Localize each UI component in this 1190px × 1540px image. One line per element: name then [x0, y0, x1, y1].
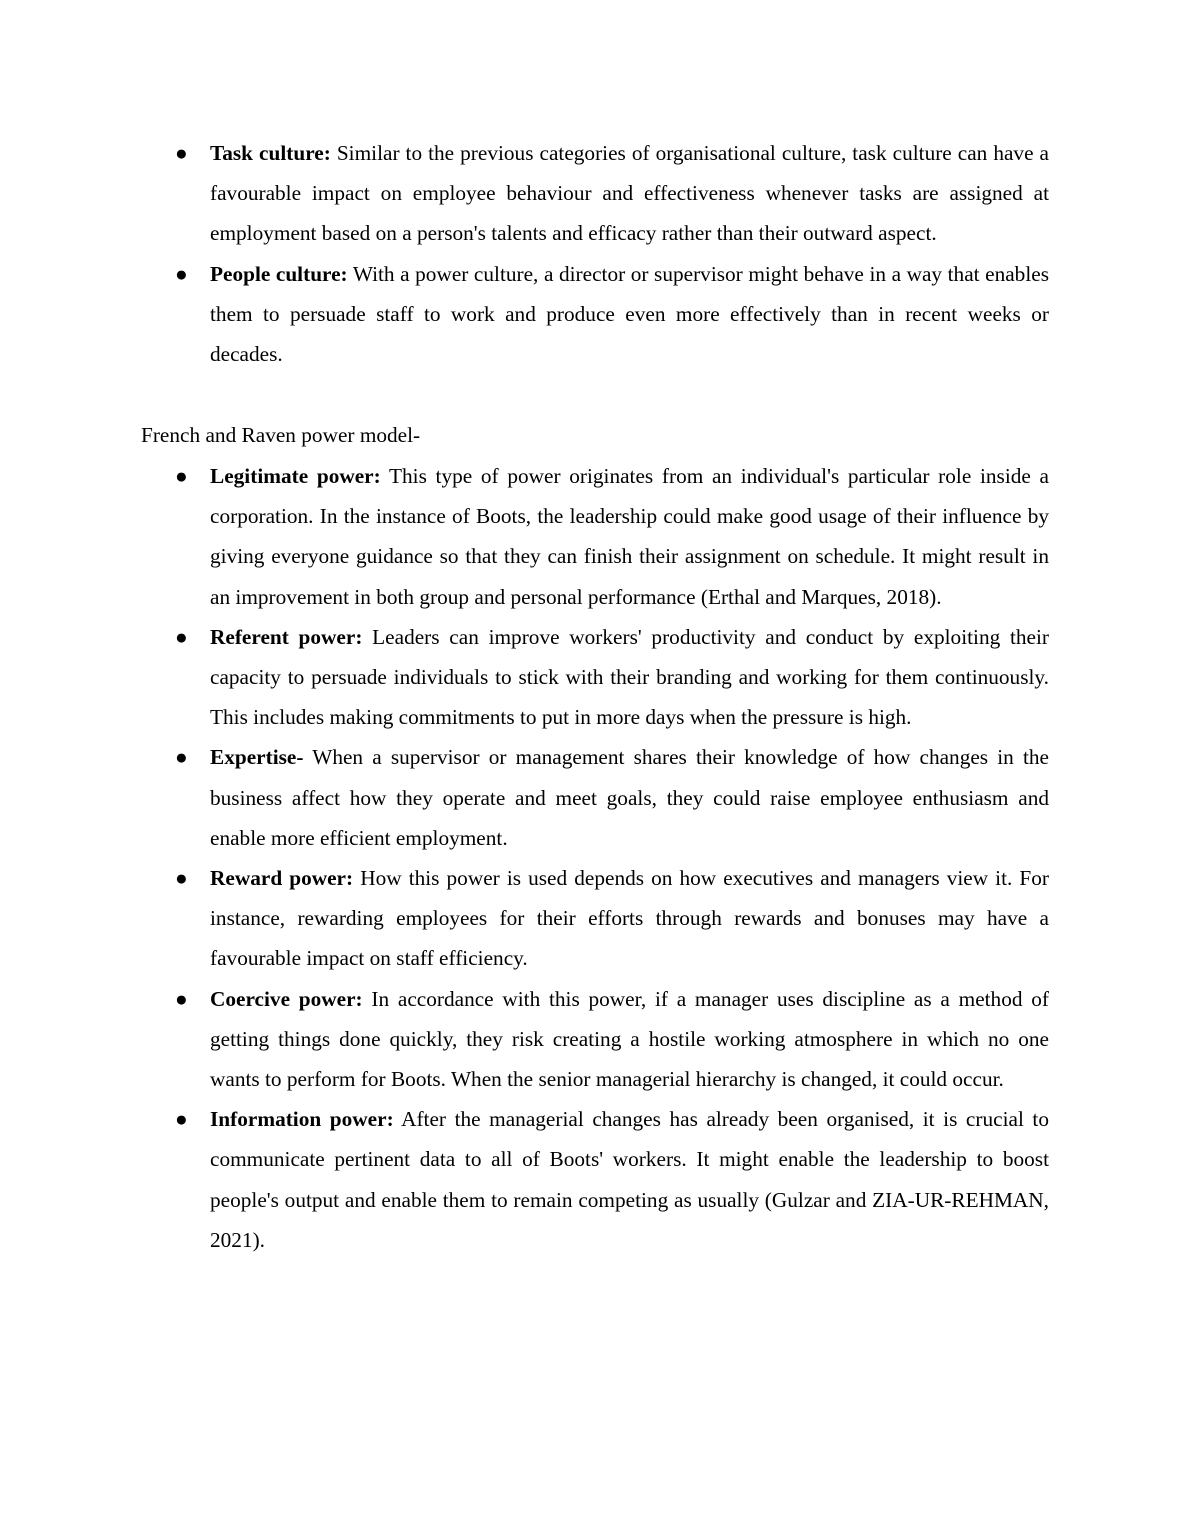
item-term: Legitimate power: [210, 464, 381, 488]
list-item-coercive-power [175, 979, 1049, 1100]
bullet-icon: ● [175, 986, 188, 1011]
item-text: When a supervisor or management shares their knowledge of how changes in the business affect how they operate and meet goals, they could raise employee enthusiasm and enable more efficient employment. [210, 745, 1049, 850]
item-term: People culture: [210, 261, 348, 286]
item-text: This type of power originates from an individual's particular role inside a corporation. In the instance of Boots, the leadership could make good usage of their influence by giving everyone guidance so that they can finish their assignment on schedule. It might result in an improvement in both group and personal performance (Erthal and Marques, 2018). [210, 464, 1049, 609]
list-item-task-culture [175, 133, 1049, 254]
item-text: With a power culture, a director or supervisor might behave in a way that enables them to persuade staff to work and produce even more effectively than in recent weeks or decades. [210, 261, 1049, 367]
item-term: Expertise- [210, 745, 304, 770]
bullet-icon: ● [175, 624, 188, 649]
item-term: Information power: [210, 1107, 394, 1132]
item-text: In accordance with this power, if a manager uses discipline as a method of getting things done quickly, they risk creating a hostile working atmosphere in which no one wants to perform for Boots. When the senior managerial hierarchy is changed, it could occur. [210, 986, 1049, 1092]
item-term: Coercive power: [210, 986, 363, 1011]
bullet-icon: ● [175, 464, 188, 488]
bullet-icon: ● [175, 141, 188, 165]
item-text: How this power is used depends on how executives and managers view it. For instance, rewarding employees for their efforts through rewards and bonuses may have a favourable impact on staff efficiency. [210, 866, 1049, 971]
list-item-referent-power [175, 617, 1050, 738]
culture-types-list [0, 133, 1190, 374]
list-item-information-power [175, 1099, 1049, 1260]
power-model-list [0, 456, 1190, 1260]
section-heading: French and Raven power model- [141, 423, 421, 447]
item-text: Leaders can improve workers' productivity and conduct by exploiting their capacity to persuade individuals to stick with their branding and working for them continuously. This includes making commitments to put in more days when the pressure is high. [210, 624, 1050, 730]
item-text: After the managerial changes has already been organised, it is crucial to communicate pertinent data to all of Boots' workers. It might enable the leadership to boost people's output and enable them to remain competing as usually (Gulzar and ZIA-UR-REHMAN, 2021). [210, 1107, 1049, 1252]
list-item-legitimate-power [175, 456, 1049, 617]
list-item-people-culture [175, 254, 1049, 375]
bullet-icon: ● [175, 866, 188, 891]
item-term: Task culture: [210, 141, 331, 165]
item-term: Referent power: [210, 624, 363, 649]
bullet-icon: ● [175, 261, 188, 286]
item-text: Similar to the previous categories of organisational culture, task culture can have a favourable impact on employee behaviour and effectiveness whenever tasks are assigned at employment based on a person's talents and efficacy rather than their outward aspect. [210, 141, 1049, 246]
bullet-icon: ● [175, 745, 188, 770]
list-item-expertise [175, 737, 1049, 858]
bullet-icon: ● [175, 1107, 188, 1132]
item-term: Reward power: [210, 866, 354, 891]
list-item-reward-power [175, 858, 1049, 979]
